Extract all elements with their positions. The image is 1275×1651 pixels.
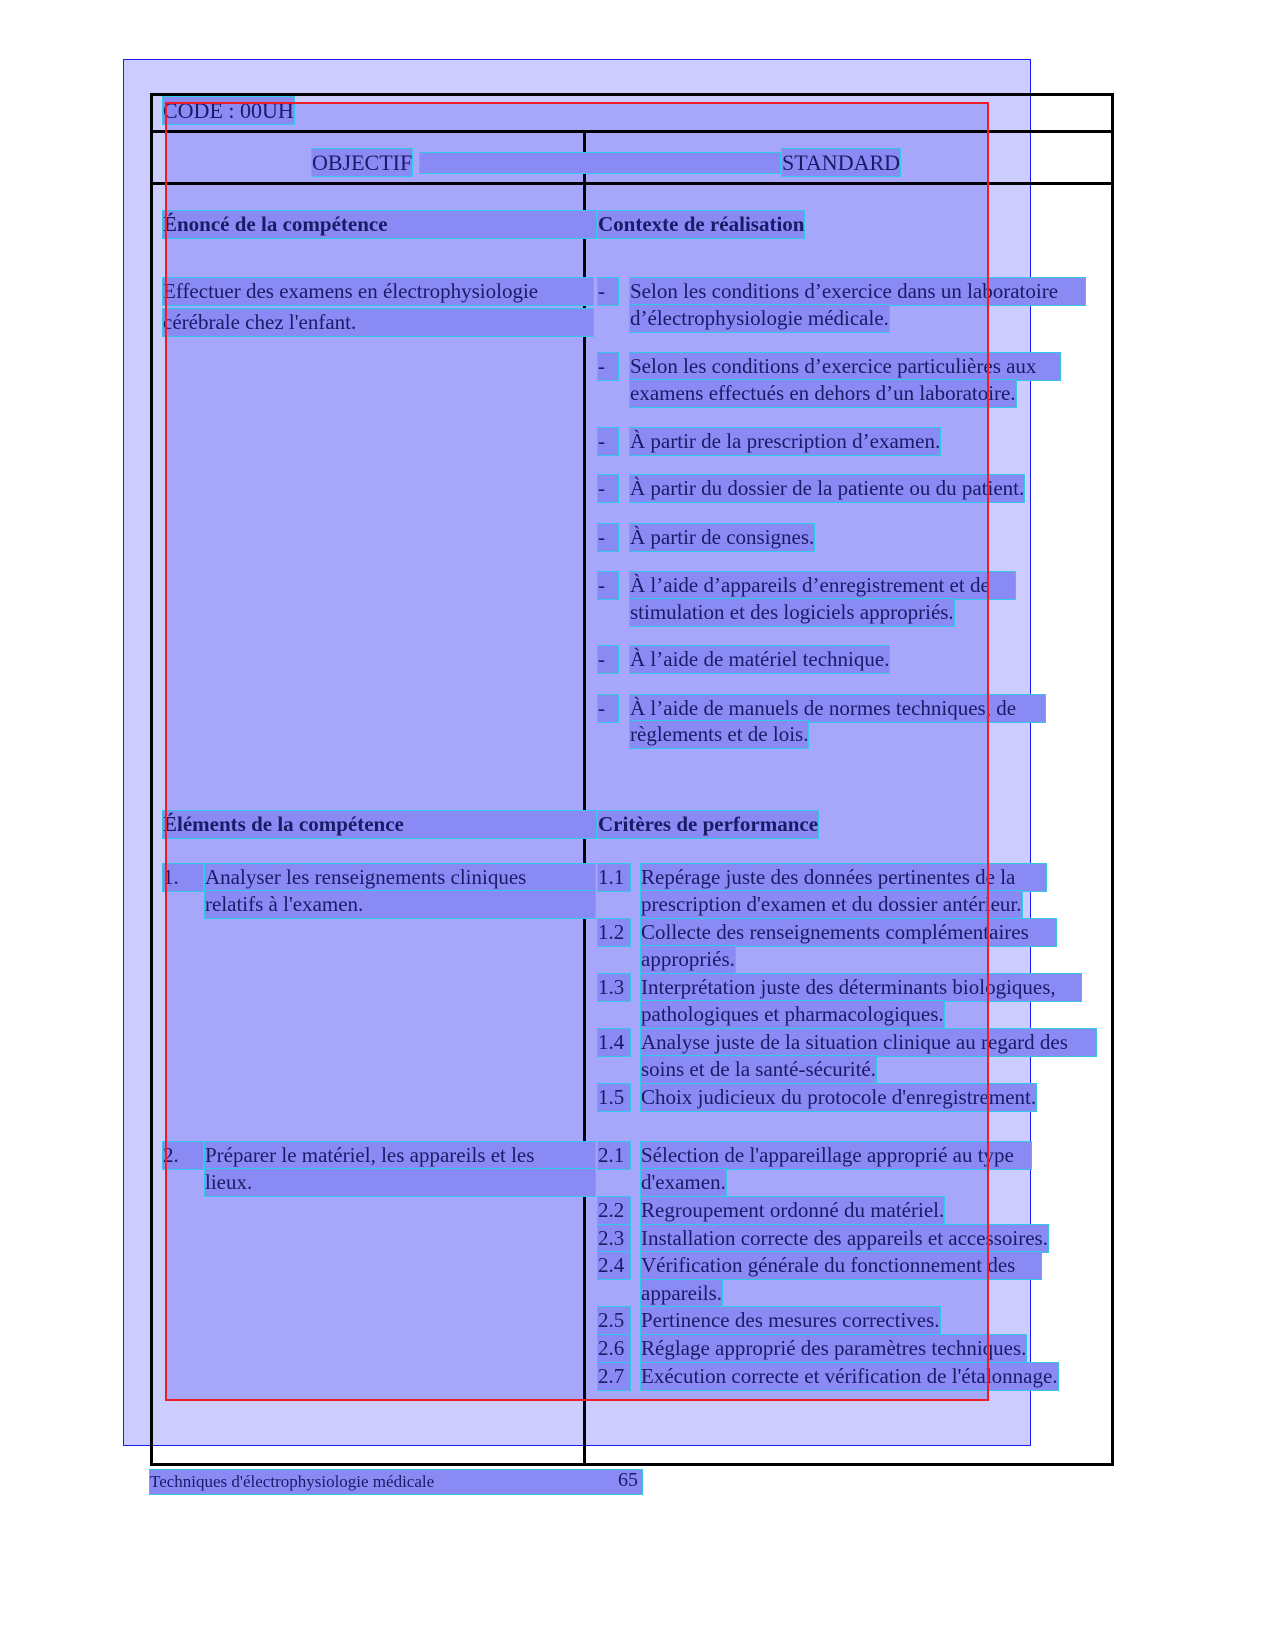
contexte-item-6-line-2: stimulation et des logiciels appropriés. (630, 600, 954, 624)
contexte-item-3-line-1: À partir de la prescription d’examen. (630, 429, 941, 453)
table-border-top (150, 93, 1114, 96)
selection-frame (165, 102, 989, 1401)
enonce-line-2: cérébrale chez l'enfant. (163, 309, 593, 336)
table-border-right (1111, 93, 1114, 1466)
critere-2-7-line-1: Exécution correcte et vérification de l'étalonnage. (641, 1364, 1058, 1388)
critere-1-1-line-2: prescription d'examen et du dossier antérieur. (641, 892, 1022, 916)
contexte-dash: - (598, 695, 618, 722)
critere-number: 1.5 (598, 1084, 630, 1111)
contexte-item-7-line-1: À l’aide de matériel technique. (630, 647, 890, 671)
critere-1-1-line-1: Repérage juste des données pertinentes de la (641, 864, 1046, 891)
critere-number: 2.3 (598, 1225, 630, 1252)
contexte-item-5-line-1: À partir de consignes. (630, 525, 815, 549)
contexte-item-2-line-2: examens effectués en dehors d’un laboratoire. (630, 381, 1016, 405)
contexte-item-2-line-1: Selon les conditions d’exercice particulières aux (630, 353, 1060, 380)
critere-number: 1.3 (598, 974, 630, 1001)
critere-1-2-line-2: appropriés. (641, 947, 735, 971)
contexte-heading: Contexte de réalisation (598, 212, 805, 236)
code-label: CODE : 00UH (163, 98, 294, 123)
critere-number: 2.7 (598, 1363, 630, 1390)
critere-1-3-line-2: pathologiques et pharmacologiques. (641, 1002, 944, 1026)
critere-number: 2.6 (598, 1335, 630, 1362)
enonce-line-1: Effectuer des examens en électrophysiologie (163, 278, 593, 305)
table-border-left (150, 93, 153, 1466)
element-1-line-1: Analyser les renseignements cliniques (205, 864, 595, 891)
critere-number: 1.4 (598, 1029, 630, 1056)
contexte-dash: - (598, 572, 618, 599)
critere-number: 2.4 (598, 1252, 630, 1279)
element-2-line-1: Préparer le matériel, les appareils et les (205, 1142, 595, 1169)
contexte-item-1-line-2: d’électrophysiologie médicale. (630, 306, 889, 330)
criteres-heading: Critères de performance (598, 812, 819, 836)
critere-2-6-line-1: Réglage approprié des paramètres techniques. (641, 1336, 1027, 1360)
critere-1-4-line-2: soins et de la santé-sécurité. (641, 1057, 876, 1081)
header-objectif: OBJECTIF (312, 150, 413, 175)
critere-1-3-line-1: Interprétation juste des déterminants biologiques, (641, 974, 1081, 1001)
critere-number: 1.2 (598, 919, 630, 946)
critere-number: 2.5 (598, 1307, 630, 1334)
elements-heading: Éléments de la compétence (163, 811, 596, 838)
contexte-item-8-line-1: À l’aide de manuels de normes techniques, de (630, 695, 1045, 722)
critere-2-1-line-2: d'examen. (641, 1170, 726, 1194)
critere-1-4-line-1: Analyse juste de la situation clinique au regard des (641, 1029, 1096, 1056)
contexte-item-1-line-1: Selon les conditions d’exercice dans un laboratoire (630, 278, 1085, 305)
footer-title: Techniques d'électrophysiologie médicale (150, 1472, 435, 1491)
critere-number: 2.1 (598, 1142, 630, 1169)
contexte-dash: - (598, 353, 618, 380)
table-border-bottom (150, 1463, 1114, 1466)
critere-2-3-line-1: Installation correcte des appareils et accessoires. (641, 1226, 1048, 1250)
element-2-line-2: lieux. (205, 1169, 595, 1196)
element-1-number: 1. (163, 864, 203, 891)
header-standard: STANDARD (782, 150, 901, 175)
contexte-dash: - (598, 646, 618, 673)
critere-2-1-line-1: Sélection de l'appareillage approprié au type (641, 1142, 1031, 1169)
critere-2-5-line-1: Pertinence des mesures correctives. (641, 1308, 940, 1332)
critere-2-4-line-2: appareils. (641, 1281, 723, 1305)
enonce-heading: Énoncé de la compétence (163, 211, 596, 238)
contexte-item-6-line-1: À l’aide d’appareils d’enregistrement et de (630, 572, 1015, 599)
contexte-item-8-line-2: règlements et de lois. (630, 722, 809, 746)
contexte-dash: - (598, 475, 618, 502)
page-number: 65 (618, 1469, 638, 1491)
contexte-dash: - (598, 278, 618, 305)
critere-2-4-line-1: Vérification générale du fonctionnement des (641, 1252, 1041, 1279)
contexte-dash: - (598, 524, 618, 551)
footer-bar (150, 1470, 642, 1494)
contexte-dash: - (598, 428, 618, 455)
contexte-item-4-line-1: À partir du dossier de la patiente ou du patient. (630, 476, 1025, 500)
element-2-number: 2. (163, 1142, 203, 1169)
critere-1-5-line-1: Choix judicieux du protocole d'enregistrement. (641, 1085, 1037, 1109)
element-1-line-2: relatifs à l'examen. (205, 891, 595, 918)
critere-number: 1.1 (598, 864, 630, 891)
critere-1-2-line-1: Collecte des renseignements complémentaires (641, 919, 1056, 946)
critere-number: 2.2 (598, 1197, 630, 1224)
critere-2-2-line-1: Regroupement ordonné du matériel. (641, 1198, 945, 1222)
